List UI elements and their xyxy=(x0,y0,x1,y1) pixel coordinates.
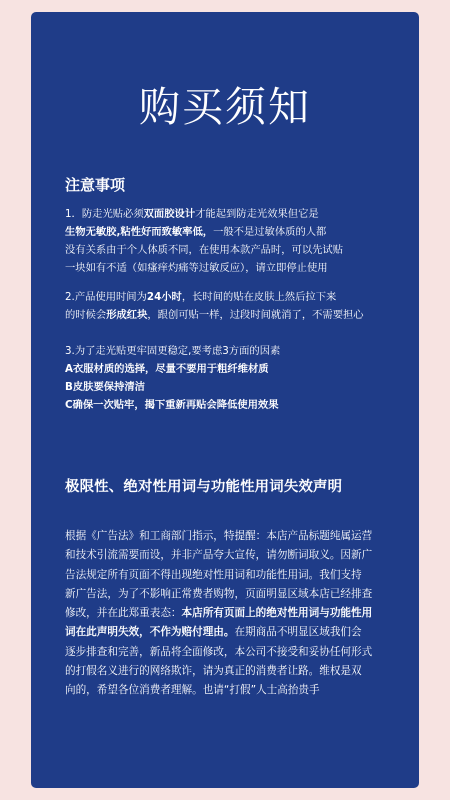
law-heading: 极限性、绝对性用词与功能性用词失效声明 xyxy=(65,479,343,495)
text-line: 根据《广告法》和工商部门指示，特提醒：本店产品标题纯属运营 xyxy=(65,530,373,542)
text-line: 3.为了走光贴更牢固更稳定,要考虑3方面的因素 xyxy=(65,345,281,357)
notice-card xyxy=(31,12,419,788)
text-line: A衣服材质的选择，尽量不要用于粗纤维材质 xyxy=(65,363,269,375)
text-line: 逐步排查和完善，新品将全面修改，本公司不接受和妥协任何形式 xyxy=(65,645,373,658)
notice-heading: 注意事项 xyxy=(65,176,126,194)
page-title: 购买须知 xyxy=(139,83,311,131)
notice-paragraph-2 xyxy=(65,288,405,324)
text-line: 一块如有不适（如瘙痒灼痛等过敏反应），请立即停止使用 xyxy=(65,262,328,274)
text-line: 的打假名义进行的网络欺诈，请为真正的消费者让路。维权是双 xyxy=(65,665,362,678)
text-line: 新广告法，为了不影响正常费者购物，页面明显区域本店已经排查 xyxy=(65,587,373,600)
text-line: 1．防走光贴必须双面胶设计才能起到防走光效果但它是 xyxy=(65,208,319,220)
text-line: B皮肤要保持清洁 xyxy=(65,381,145,393)
text-line: 的时候会形成红块，跟创可贴一样，过段时间就消了，不需要担心 xyxy=(65,309,364,321)
notice-paragraph-1 xyxy=(65,205,405,277)
text-line: 告法规定所有页面不得出现绝对性用词和功能性用词。我们支持 xyxy=(65,568,362,581)
text-line: 和技术引流需要而设，并非产品夸大宣传，请勿断词取义。因新广 xyxy=(65,549,373,562)
text-line: 修改，并在此郑重表态：本店所有页面上的绝对性用词与功能性用 xyxy=(65,607,373,620)
text-line: C确保一次贴牢，揭下重新再贴会降低使用效果 xyxy=(65,399,279,411)
text-line: 向的，希望各位消费者理解。也请“打假”人士高抬贵手 xyxy=(65,684,320,697)
text-line: 没有关系由于个人体质不同，在使用本款产品时，可以先试贴 xyxy=(65,244,344,256)
notice-paragraph-3 xyxy=(65,342,405,414)
text-line: 2.产品使用时间为24小时，长时间的贴在皮肤上然后拉下来 xyxy=(65,291,337,303)
text-line: 生物无敏胶,粘性好而致敏率低，一般不是过敏体质的人都 xyxy=(65,226,327,238)
text-line: 词在此声明失效，不作为赔付理由。在期商品不明显区域我们会 xyxy=(65,626,362,639)
law-statement xyxy=(65,527,407,701)
